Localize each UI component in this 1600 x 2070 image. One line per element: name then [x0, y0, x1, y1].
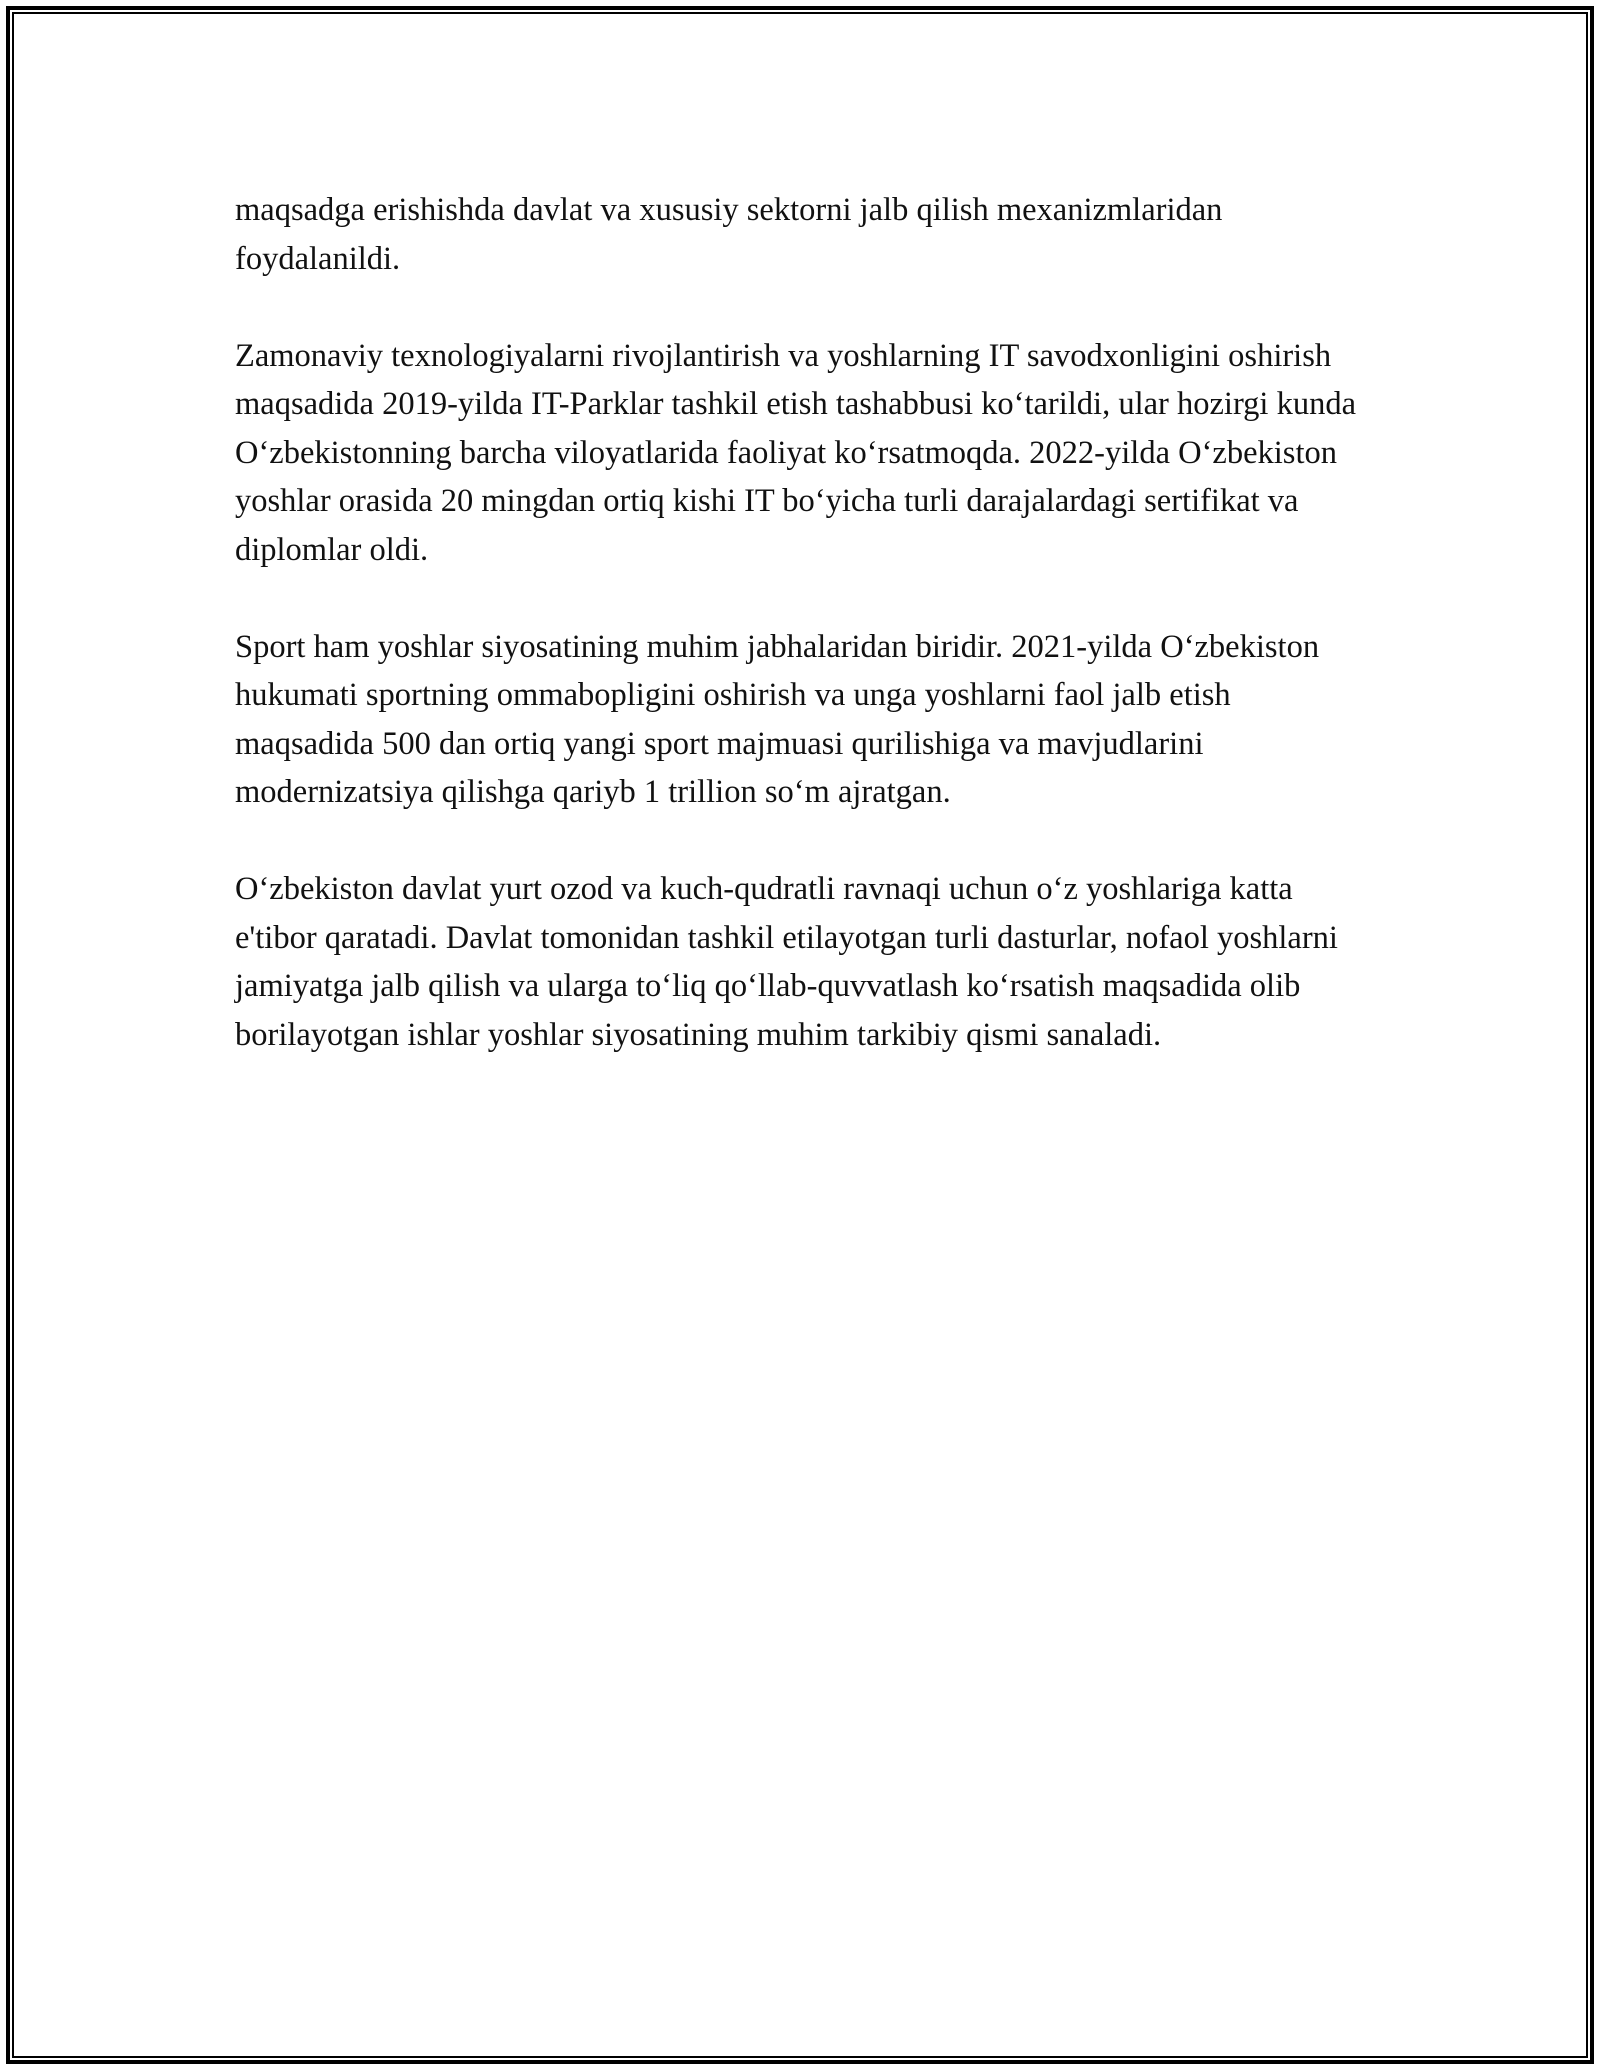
paragraph-2: Zamonaviy texnologiyalarni rivojlantirish va yoshlarning IT savodxonligini oshirish maqsadida 2019-yilda IT-Parklar tashkil etish tashabbusi ko‘tarildi, ular hozirgi kunda O‘zbekistonning barcha viloyatlarida faoliyat ko‘rsatmoqda. 2022-yilda O‘zbekiston yoshlar orasida 20 mingdan ortiq kishi IT bo‘yicha turli darajalardagi sertifikat va diplomlar oldi.: [235, 337, 1357, 568]
paragraph-4: O‘zbekiston davlat yurt ozod va kuch-qudratli ravnaqi uchun o‘z yoshlariga katta e'tibor qaratadi. Davlat tomonidan tashkil etilayotgan turli dasturlar, nofaol yoshlarni jamiyatga jalb qilish va ularga to‘liq qo‘llab-quvvatlash ko‘rsatish maqsadida olib borilayotgan ishlar yoshlar siyosatining muhim tarkibiy qismi sanaladi.: [235, 871, 1338, 1053]
paragraph-3: Sport ham yoshlar siyosatining muhim jabhalaridan biridir. 2021-yilda O‘zbekiston hukumati sportning ommabopligini oshirish va unga yoshlarni faol jalb etish maqsadida 500 dan ortiq yangi sport majmuasi qurilishiga va mavjudlarini modernizatsiya qilishga qariyb 1 trillion so‘m ajratgan.: [235, 628, 1320, 810]
paragraph-1: maqsadga erishishda davlat va xususiy sektorni jalb qilish mexanizmlaridan foydalanildi.: [235, 192, 1223, 277]
document-body: [235, 186, 1375, 1108]
